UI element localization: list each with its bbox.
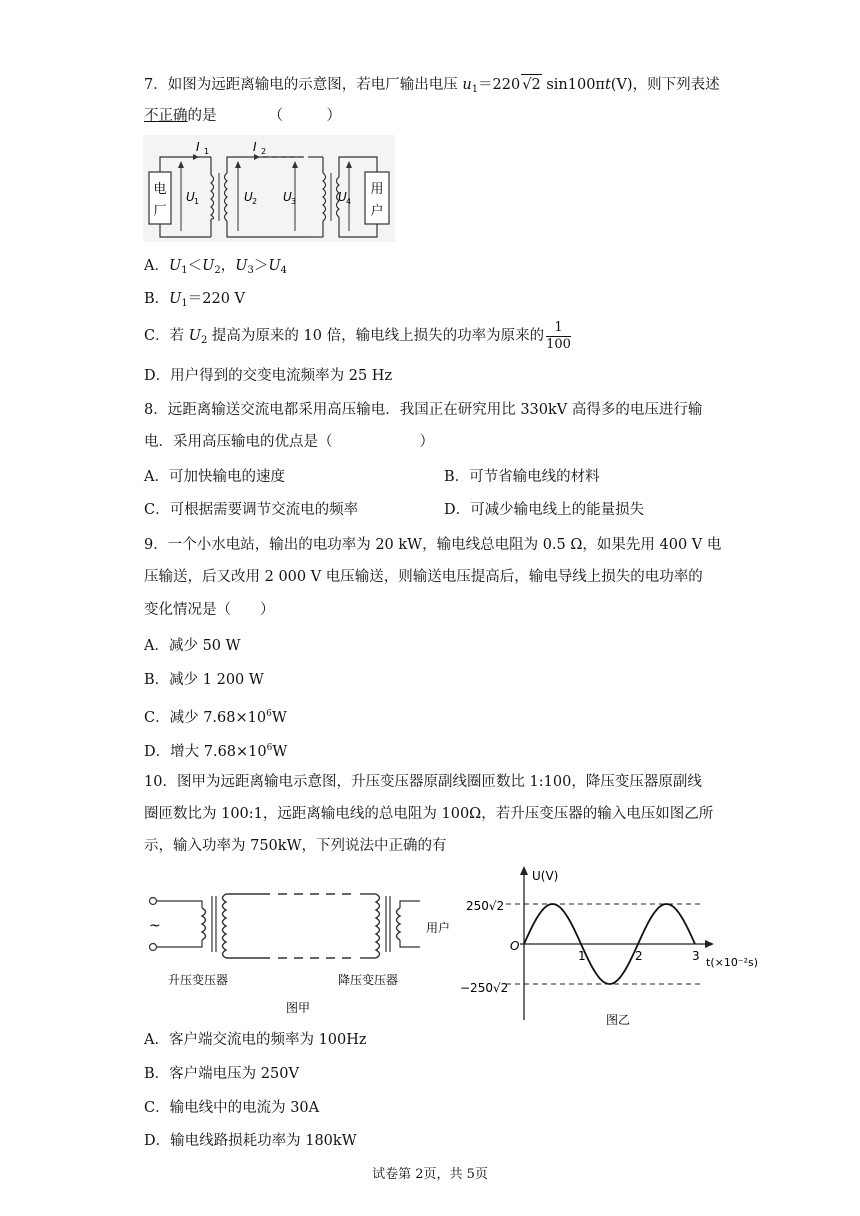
- current-i2-label: I: [253, 140, 257, 154]
- voltage-u2-label: U: [244, 190, 253, 204]
- voltage-u4-label: U: [338, 190, 347, 204]
- x-tick-label-2: 2: [635, 949, 643, 963]
- plant-label-2: 厂: [153, 204, 167, 219]
- fig-b-caption: 图乙: [606, 1013, 631, 1027]
- q7-transmission-diagram: [143, 135, 395, 242]
- q10-stem-line1: 10．图甲为远距离输电示意图，升压变压器原副线圈匝数比 1:100，降压变压器原副线: [144, 774, 702, 790]
- svg-text:1: 1: [194, 197, 200, 206]
- svg-text:4: 4: [346, 197, 352, 206]
- fraction-1-100: $\frac{1}{100}$: [546, 319, 571, 352]
- chart-origin-label: O: [510, 939, 520, 953]
- chart-ymax-label: 250√2: [466, 899, 505, 913]
- q9-option-b: B．减少 1 200 W: [144, 672, 264, 688]
- q7-stem-line1: 7．如图为远距离输电的示意图，若电厂输出电压 $u_1=220$ √2 sin100πt(V)，则下列表述: [144, 74, 720, 100]
- chart-x-label: t(×10⁻²s): [706, 956, 759, 969]
- q10-stem-line2: 圈匝数比为 100:1，远距离输电线的总电阻为 100Ω，若升压变压器的输入电压如图乙所: [144, 806, 714, 822]
- sqrt-symbol: √2: [521, 74, 541, 95]
- svg-text:2: 2: [261, 147, 267, 156]
- svg-text:1: 1: [204, 147, 210, 156]
- page-footer: 试卷第 2页，共 5页: [372, 1167, 488, 1182]
- q9-option-a: A．减少 50 W: [144, 638, 241, 654]
- voltage-u1-label: U: [186, 190, 195, 204]
- fig-a-user-label: 用户: [426, 921, 451, 935]
- q9-option-c: C．减少 $7.68\times 10^6W$: [144, 709, 287, 726]
- x-axis-arrow: [705, 940, 714, 948]
- fig-a-caption: 图甲: [286, 1001, 311, 1015]
- user-label-1: 用: [370, 182, 384, 197]
- user-label-2: 户: [370, 204, 384, 219]
- svg-text:3: 3: [291, 197, 297, 206]
- q8-option-c: C．可根据需要调节交流电的频率: [144, 502, 359, 518]
- y-axis-arrow: [520, 866, 528, 875]
- chart-y-label: U(V): [532, 869, 559, 883]
- q8-option-d: D．可减少输电线上的能量损失: [444, 502, 645, 518]
- q7-option-c: C．若 $U_2$ 提高为原来的 10 倍，输电线上损失的功率为原来的 $\frac{1}{100}$: [144, 319, 571, 352]
- q10-figure-a: [140, 880, 460, 1020]
- ac-source-icon: ~: [149, 918, 161, 934]
- q9-stem-line3: 变化情况是（ ）: [144, 602, 275, 618]
- step-up-transformer-label: 升压变压器: [168, 973, 229, 987]
- q9-stem-line2: 压输送，后又改用 2 000 V 电压输送，则输送电压提高后，输电导线上损失的电功率的: [144, 569, 703, 585]
- step-down-transformer-label: 降压变压器: [338, 973, 399, 987]
- plant-label-1: 电: [153, 182, 167, 197]
- q9-option-d: D．增大 $7.68\times 10^6W$: [144, 743, 288, 760]
- q8-option-b: B．可节省输电线的材料: [444, 469, 600, 485]
- voltage-u3-label: U: [283, 190, 292, 204]
- q10-option-d: D．输电线路损耗功率为 180kW: [144, 1133, 357, 1149]
- q10-option-b: B．客户端电压为 250V: [144, 1066, 299, 1082]
- q8-stem-line1: 8．远距离输送交流电都采用高压输电．我国正在研究用比 330kV 高得多的电压进行输: [144, 402, 703, 418]
- q7-option-a: A．$U_1<U_2$，$U_3>U_4$: [144, 258, 287, 276]
- q10-figure-b-chart: [456, 860, 786, 1030]
- q7-stem-line2: 不正确的是 （ ）: [144, 108, 341, 124]
- q10-option-a: A．客户端交流电的频率为 100Hz: [144, 1032, 367, 1048]
- q8-option-a: A．可加快输电的速度: [144, 469, 285, 485]
- q8-stem-line2: 电．采用高压输电的优点是（ ）: [144, 434, 434, 450]
- x-tick-label-1: 1: [578, 949, 586, 963]
- q9-stem-line1: 9．一个小水电站，输出的电功率为 20 kW，输电线总电阻为 0.5 Ω，如果先用 400 V 电: [144, 537, 722, 553]
- q10-option-c: C．输电线中的电流为 30A: [144, 1100, 320, 1116]
- chart-ymin-label: −250√2: [460, 981, 509, 995]
- q7-option-d: D．用户得到的交变电流频率为 25 Hz: [144, 368, 393, 384]
- current-i1-label: I: [196, 140, 200, 154]
- q7-option-b: B．$U_1=220$ V: [144, 291, 246, 309]
- svg-text:2: 2: [252, 197, 258, 206]
- q10-stem-line3: 示，输入功率为 750kW，下列说法中正确的有: [144, 838, 447, 854]
- x-tick-label-3: 3: [692, 949, 700, 963]
